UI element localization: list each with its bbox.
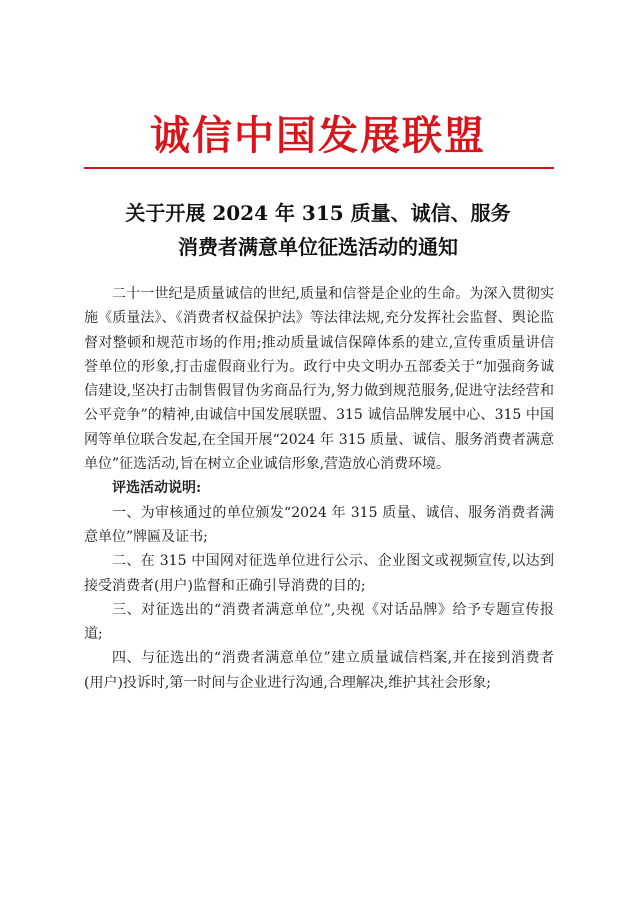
section-heading: 评选活动说明:: [112, 480, 202, 497]
list-item: 四、与征选出的“消费者满意单位”建立质量诚信档案,并在接到消费者(用户)投诉时,第一时间与企业进行沟通,合理解决,维护其社会形象;: [84, 650, 554, 691]
intro-paragraph: 二十一世纪是质量诚信的世纪,质量和信誉是企业的生命。为深入贯彻实施《质量法》、《消费者权益保护法》等法律法规,充分发挥社会监督、舆论监督对整顿和规范市场的作用;推动质量诚信保障体系的建立,宣传重质量讲信誉单位的形象,打击虚假商业行为。政行中央文明办五部委关于“加强商务诚信建设,坚决打击制售假冒伪劣商品行为,努力做到规范服务,促进守法经营和公平竞争”的精神,由诚信中国发展联盟、315 诚信品牌发展中心、315 中国网等单位联合发起,在全国开展“2024 年 315 质量、诚信、服务消费者满意单位”征选活动,旨在树立企业诚信形象,营造放心消费环境。: [84, 286, 554, 473]
list-item: 一、为审核通过的单位颁发“2024 年 315 质量、诚信、服务消费者满意单位”牌匾及证书;: [84, 504, 554, 545]
organization-title: 诚信中国发展联盟: [150, 112, 486, 159]
notice-title-line-2: 消费者满意单位征选活动的通知: [178, 235, 458, 259]
notice-title: [0, 196, 636, 264]
notice-title-line-1: 关于开展 2024 年 315 质量、诚信、服务: [125, 201, 511, 225]
header-red-rule: [84, 167, 554, 169]
list-item: 三、对征选出的“消费者满意单位”,央视《对话品牌》给予专题宣传报道;: [84, 601, 554, 643]
list-item: 二、在 315 中国网对征选单位进行公示、企业图文或视频宣传,以达到接受消费者(用户)监督和正确引导消费的目的;: [84, 553, 554, 594]
notice-body: [84, 282, 554, 695]
